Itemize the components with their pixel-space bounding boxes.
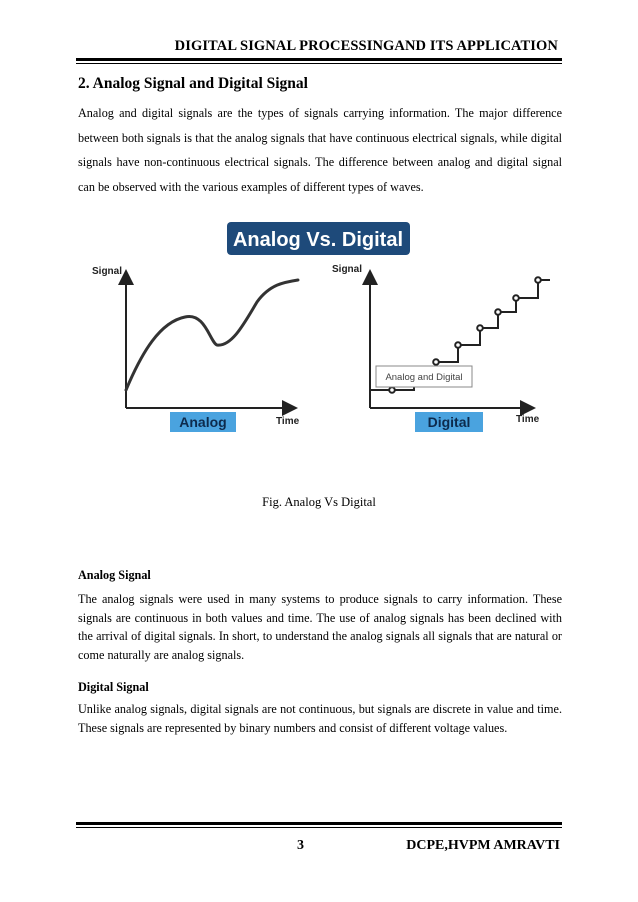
footer-rule-thin xyxy=(76,827,562,828)
analog-paragraph: The analog signals were used in many systems to produce signals to carry information. These signals are continuous in both values and time. The use of analog signals has been declined with the arrival of digital signals. In short, to understand the analog signals all signals that are natural or come naturally are analog signals. xyxy=(78,592,562,662)
analog-x-label: Time xyxy=(276,416,300,427)
analog-y-label: Signal xyxy=(92,266,123,277)
figure-banner-text: Analog Vs. Digital xyxy=(232,229,404,251)
header-title: DIGITAL SIGNAL PROCESSINGAND ITS APPLICATION xyxy=(174,38,558,54)
digital-callout-text: Analog and Digital xyxy=(385,372,463,383)
footer-rule-thick xyxy=(76,822,562,825)
digital-x-label: Time xyxy=(516,414,540,425)
digital-tag-text: Digital xyxy=(427,414,471,430)
section-title: 2. Analog Signal and Digital Signal xyxy=(78,75,308,92)
figure-graphic xyxy=(80,222,560,442)
figure-caption: Fig. Analog Vs Digital xyxy=(262,495,376,509)
analog-vs-digital-figure xyxy=(80,222,560,442)
analog-tag-text: Analog xyxy=(179,414,227,430)
analog-wave xyxy=(126,280,298,390)
header-rule-thick xyxy=(76,58,562,61)
footer-org: DCPE,HVPM AMRAVTI xyxy=(406,838,560,853)
header-rule-thin xyxy=(76,63,562,64)
digital-heading: Digital Signal xyxy=(78,680,149,694)
digital-y-label: Signal xyxy=(332,264,363,275)
analog-heading: Analog Signal xyxy=(78,568,151,582)
page-header xyxy=(0,37,638,55)
intro-paragraph: Analog and digital signals are the types of signals carrying information. The major difference between both signals is that the analog signals that have continuous electrical signals, while digital signals have non-continuous electrical signals. The difference between analog and digital signal can be observed with the various examples of different types of waves. xyxy=(78,106,562,194)
digital-paragraph: Unlike analog signals, digital signals are not continuous, but signals are discrete in value and time. These signals are represented by binary numbers and consist of different voltage values. xyxy=(78,702,562,735)
page-number: 3 xyxy=(297,838,304,853)
